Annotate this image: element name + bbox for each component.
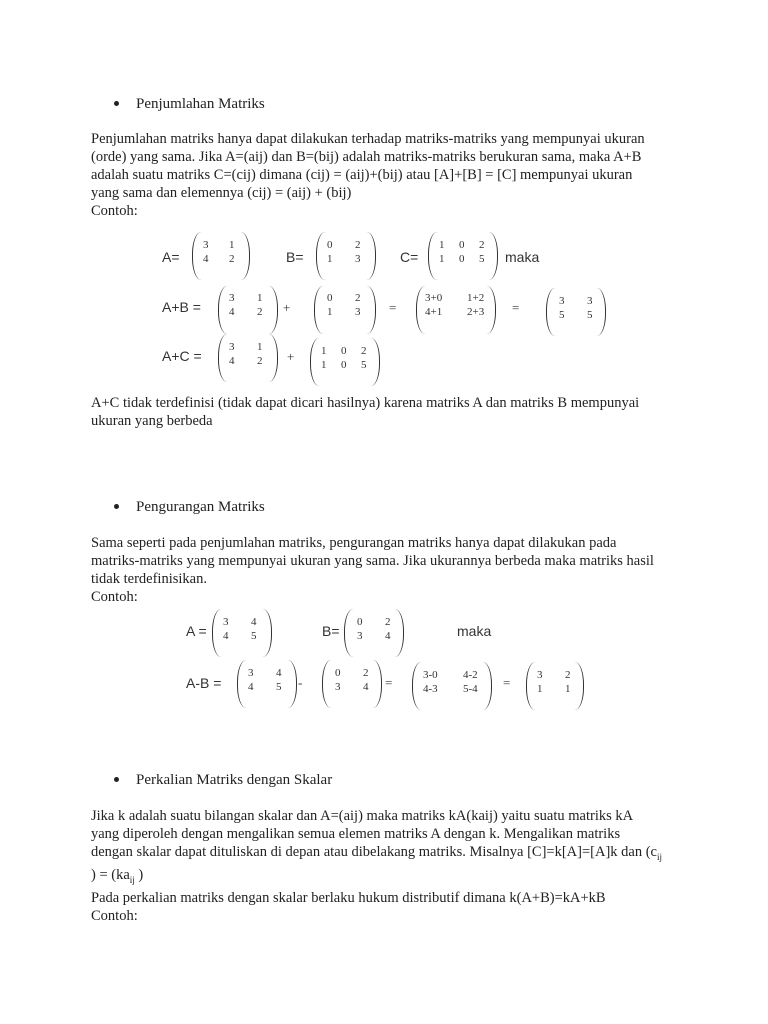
text-line: Contoh:	[91, 907, 138, 924]
equals-sign: =	[389, 300, 397, 315]
matrix-cell: 1	[229, 239, 235, 251]
text-line: ukuran yang berbeda	[91, 413, 213, 429]
label-c: C=	[400, 249, 419, 265]
matrix-cell: 4	[223, 630, 229, 642]
matrix-c	[428, 232, 498, 280]
matrix-cell: 1	[321, 345, 327, 357]
matrix-cell: 5	[276, 681, 282, 693]
label-maka: maka	[457, 623, 492, 639]
matrix-cell: 2	[355, 292, 361, 304]
matrix-cell: 4+1	[425, 306, 443, 318]
plus-sign: +	[283, 300, 291, 315]
text-line: yang sama dan elemennya (cij) = (aij) + (bij)	[91, 185, 352, 201]
matrix-cell: 5	[479, 253, 485, 265]
section-title: Pengurangan Matriks	[136, 499, 265, 515]
text-line	[91, 866, 691, 889]
matrix-cell: 3	[335, 681, 341, 693]
paragraph-perkalian	[91, 807, 691, 925]
matrix-cell: 4	[385, 630, 391, 642]
matrix-cell: 0	[335, 667, 341, 679]
subscript: ij	[656, 851, 662, 862]
matrix-cell: 1	[439, 253, 445, 265]
matrix-cell: 2	[363, 667, 369, 679]
paragraph-pengurangan	[91, 534, 691, 606]
matrix-a-in-sum-c	[218, 334, 278, 382]
matrix-cell: 1	[257, 292, 263, 304]
matrix-cell: 4-2	[463, 669, 478, 681]
matrix-cell: 3	[355, 306, 361, 318]
matrix-cell: 4	[229, 306, 235, 318]
matrix-diff-expression	[412, 662, 492, 710]
matrix-cell: 1	[321, 359, 327, 371]
matrix-cell: 0	[327, 239, 333, 251]
text-line: Contoh:	[91, 203, 138, 219]
matrix-c-in-sum	[310, 338, 380, 386]
matrix-cell: 3	[229, 341, 235, 353]
minus-sign: -	[298, 675, 303, 690]
text-line: Penjumlahan matriks hanya dapat dilakukan terhadap matriks-matriks yang mempunyai ukuran	[91, 131, 645, 147]
matrix-cell: 3-0	[423, 669, 438, 681]
label-a-plus-b: A+B =	[162, 299, 201, 315]
matrix-cell: 1	[327, 253, 333, 265]
label-b: B=	[322, 623, 340, 639]
matrix-cell: 4	[363, 681, 369, 693]
matrix-cell: 2	[565, 669, 571, 681]
matrix-diff-result	[526, 662, 584, 710]
bullet-dot	[114, 504, 119, 509]
note-penjumlahan	[91, 394, 691, 430]
text-line: A+C tidak terdefinisi (tidak dapat dicari hasilnya) karena matriks A dan matriks B mempunyai	[91, 395, 640, 411]
matrix-cell: 4	[229, 355, 235, 367]
matrix-cell: 5-4	[463, 683, 478, 695]
matrix-cell: 3	[248, 667, 254, 679]
matrix-cell: 5	[587, 309, 593, 321]
matrix-b-in-diff	[322, 660, 382, 708]
matrix-cell: 1	[327, 306, 333, 318]
matrix-cell: 5	[251, 630, 257, 642]
matrix-b-in-sum	[314, 286, 376, 334]
matrix-cell: 4	[251, 616, 257, 628]
matrix-a-in-sum	[218, 286, 278, 334]
bullet-dot	[114, 777, 119, 782]
matrix-cell: 1	[537, 683, 543, 695]
matrix-cell: 0	[341, 359, 347, 371]
text-segment: )	[134, 866, 144, 883]
label-a-plus-c: A+C =	[162, 348, 202, 364]
text-line: yang diperoleh dengan mengalikan semua elemen matriks A dengan k. Mengalikan matriks	[91, 826, 621, 842]
matrix-cell: 2+3	[467, 306, 485, 318]
matrix-cell: 0	[459, 239, 465, 251]
matrix-cell: 1+2	[467, 292, 485, 304]
section-title: Penjumlahan Matriks	[136, 96, 265, 112]
equals-sign: =	[385, 675, 393, 690]
text-line: Jika k adalah suatu bilangan skalar dan A=(aij) maka matriks kA(kaij) yaitu suatu matriks kA	[91, 808, 634, 824]
label-maka: maka	[505, 249, 540, 265]
text-line: adalah suatu matriks C=(cij) dimana (cij) = (aij)+(bij) atau [A]+[B] = [C] mempunyai ukuran	[91, 167, 633, 183]
bullet-dot	[114, 101, 119, 106]
label-a: A=	[162, 249, 180, 265]
matrix-cell: 0	[459, 253, 465, 265]
text-segment: ) = (ka	[91, 866, 130, 883]
text-line: Contoh:	[91, 589, 138, 605]
matrix-cell: 3	[229, 292, 235, 304]
subscript: ij	[129, 874, 135, 885]
equals-sign: =	[503, 675, 511, 690]
matrix-sum-expression	[416, 286, 496, 334]
matrix-cell: 2	[257, 306, 263, 318]
label-a: A =	[186, 623, 207, 639]
matrix-cell: 4	[248, 681, 254, 693]
matrix-b	[344, 609, 404, 657]
matrix-cell: 3+0	[425, 292, 443, 304]
matrix-a-in-diff	[237, 660, 297, 708]
section-title: Perkalian Matriks dengan Skalar	[136, 772, 333, 788]
matrix-cell: 4	[276, 667, 282, 679]
matrix-cell: 0	[327, 292, 333, 304]
text-line: matriks-matriks yang mempunyai ukuran yang sama. Jika ukurannya berbeda maka matriks hasil	[91, 553, 654, 569]
label-b: B=	[286, 249, 304, 265]
label-a-minus-b: A-B =	[186, 675, 222, 691]
plus-sign: +	[287, 349, 295, 364]
matrix-cell: 1	[565, 683, 571, 695]
matrix-b	[316, 232, 376, 280]
matrix-cell: 3	[537, 669, 543, 681]
matrix-cell: 3	[587, 295, 593, 307]
text-line	[91, 843, 691, 866]
matrix-cell: 5	[559, 309, 565, 321]
text-line: Sama seperti pada penjumlahan matriks, pengurangan matriks hanya dapat dilakukan pada	[91, 535, 617, 551]
matrix-cell: 2	[385, 616, 391, 628]
matrix-cell: 3	[357, 630, 363, 642]
matrix-a	[192, 232, 250, 280]
matrix-cell: 0	[341, 345, 347, 357]
matrix-cell: 2	[479, 239, 485, 251]
matrix-cell: 1	[439, 239, 445, 251]
matrix-cell: 3	[355, 253, 361, 265]
text-segment: dengan skalar dapat dituliskan di depan atau dibelakang matriks. Misalnya [C]=k[A]=[A]k dan (c	[91, 844, 657, 860]
matrix-cell: 2	[361, 345, 367, 357]
text-line: Pada perkalian matriks dengan skalar berlaku hukum distributif dimana k(A+B)=kA+kB	[91, 889, 606, 906]
matrix-a	[212, 609, 272, 657]
matrix-cell: 2	[257, 355, 263, 367]
matrix-cell: 5	[361, 359, 367, 371]
matrix-cell: 3	[559, 295, 565, 307]
matrix-sum-result	[546, 288, 606, 336]
matrix-cell: 4-3	[423, 683, 438, 695]
matrix-cell: 3	[223, 616, 229, 628]
matrix-cell: 0	[357, 616, 363, 628]
matrix-cell: 1	[257, 341, 263, 353]
text-line: tidak terdefinisikan.	[91, 571, 207, 587]
matrix-cell: 2	[355, 239, 361, 251]
text-line: (orde) yang sama. Jika A=(aij) dan B=(bij) adalah matriks-matriks berukuran sama, maka A+B	[91, 149, 642, 165]
matrix-cell: 3	[203, 239, 209, 251]
equals-sign: =	[512, 300, 520, 315]
matrix-cell: 4	[203, 253, 209, 265]
matrix-cell: 2	[229, 253, 235, 265]
paragraph-penjumlahan	[91, 130, 691, 220]
